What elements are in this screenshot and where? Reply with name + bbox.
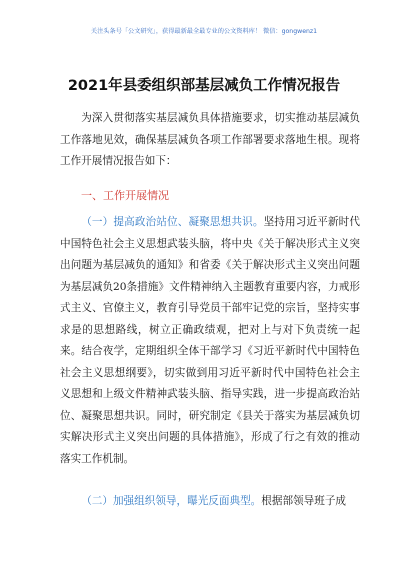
subsection-1-text: 坚持用习近平新时代中国特色社会主义思想武装头脑，将中央《关于解决形式主义突出问题为基层减负的通知》和省委《关于解决形式主义突出问题为基层减负20条措施》文件精神纳入主题教育重要内容，力戒形式主义、官僚主义，教育引导党员干部牢记党的宗旨，坚持实事求是的思想路线，树立正确政绩观，把对上与对下负责统一起来。结合夜学，定期组织全体干部学习《习近平新时代中国特色社会主义思想纲要》，切实做到用习近平新时代中国特色社会主义思想和上级文件精神武装头脑、指导实践，进一步提高政治站位、凝聚思想共识。同时，研究制定《县关于落实为基层减负切实解决形式主义突出问题的具体措施》，形成了行之有效的推动落实工作机制。: [60, 216, 361, 465]
subsection-2-lead: （二）加强组织领导，曝光反面典型。: [81, 495, 262, 507]
document-title: 2021年县委组织部基层减负工作情况报告: [67, 78, 341, 94]
header-banner[interactable]: 关注头条号「公文研究」，获得最新最全最专业的公文资料库！ 微信：gongwenz1: [90, 28, 318, 35]
subsection-2-text: 根据部领导班子成: [261, 495, 347, 507]
subsection-1-paragraph: [60, 212, 360, 470]
subsection-1-lead: （一）提高政治站位、凝聚思想共识。: [81, 216, 264, 228]
section-heading: 一、工作开展情况: [81, 189, 169, 202]
subsection-2-paragraph: [60, 491, 360, 513]
intro-paragraph: 为深入贯彻落实基层减负具体措施要求，切实推动基层减负工作落地见效，确保基层减负各项工作部署要求落地生根。现将工作开展情况报告如下：: [60, 112, 360, 167]
